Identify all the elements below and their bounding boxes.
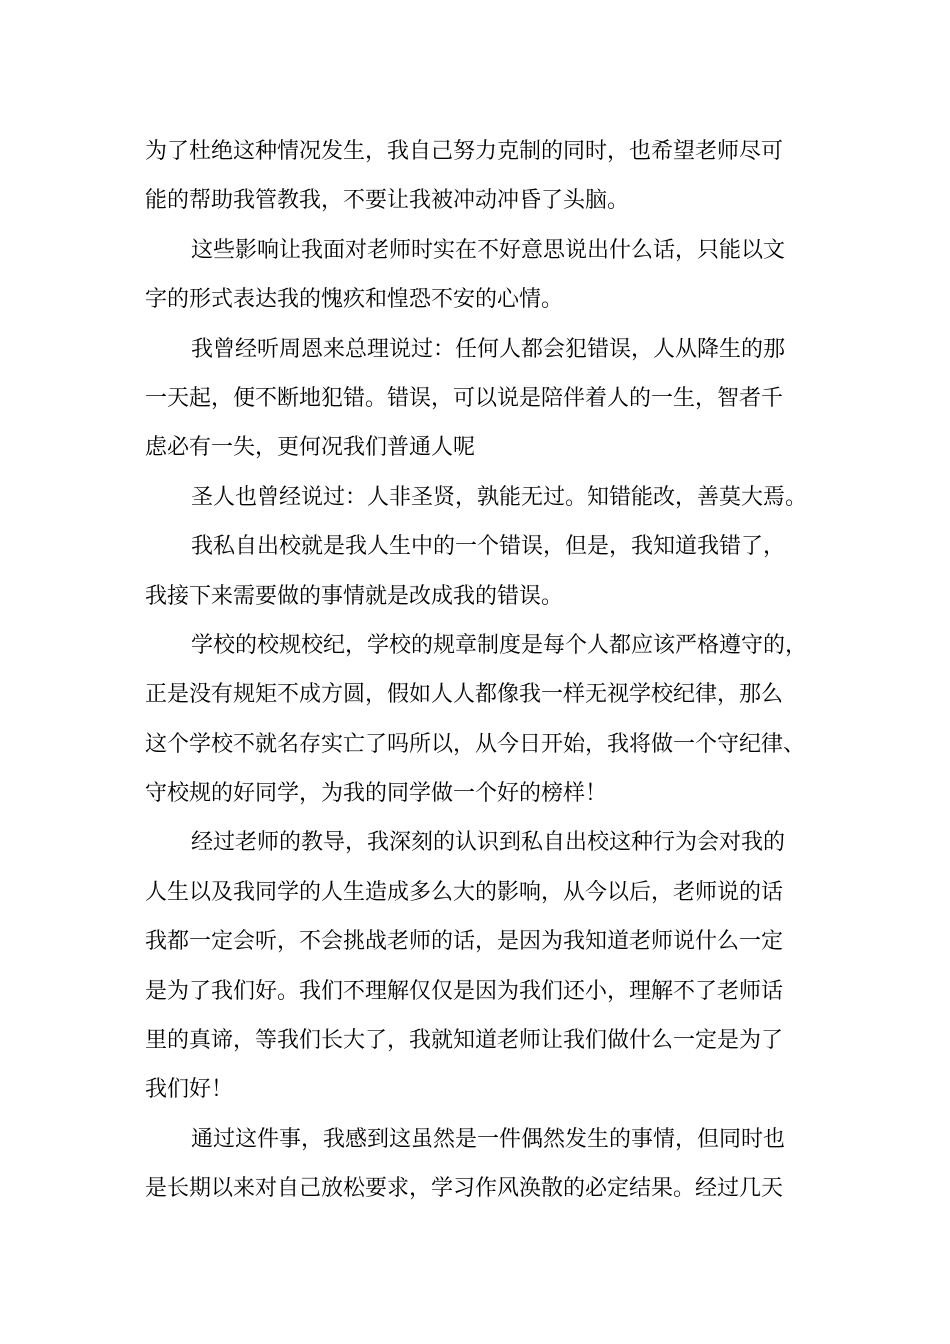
text-line: 通过这件事，我感到这虽然是一件偶然发生的事情，但同时也 (191, 1126, 786, 1152)
paragraph-4 (145, 473, 817, 522)
text-line: 里的真谛，等我们长大了，我就知道老师让我们做什么一定是为了 (145, 1028, 784, 1054)
document-body (145, 127, 817, 1214)
paragraph-8 (145, 1115, 817, 1214)
text-line: 为了杜绝这种情况发生，我自己努力克制的同时，也希望老师尽可 (145, 139, 784, 164)
text-line: 学校的校规校纪，学校的规章制度是每个人都应该严格遵守的， (191, 632, 808, 658)
text-line: 这些影响让我面对老师时实在不好意思说出什么话，只能以文 (191, 237, 786, 263)
text-line: 经过老师的教导，我深刻的认识到私自出校这种行为会对我的 (191, 830, 786, 856)
paragraph-2 (145, 226, 817, 325)
text-line: 我都一定会听，不会挑战老师的话，是因为我知道老师说什么一定 (145, 929, 784, 955)
paragraph-3 (145, 325, 817, 473)
text-line: 这个学校不就名存实亡了吗所以，从今日开始，我将做一个守纪律、 (145, 731, 806, 757)
paragraph-5 (145, 522, 817, 621)
paragraph-6 (145, 621, 817, 819)
text-line: 字的形式表达我的愧疚和惶恐不安的心情。 (145, 287, 564, 313)
text-line: 圣人也曾经说过：人非圣贤，孰能无过。知错能改，善莫大焉。 (191, 484, 808, 510)
text-line: 我私自出校就是我人生中的一个错误，但是，我知道我错了， (191, 534, 786, 560)
text-line: 我曾经听周恩来总理说过：任何人都会犯错误，人从降生的那 (191, 336, 786, 362)
text-line: 我们好！ (145, 1077, 234, 1103)
text-line: 能的帮助我管教我，不要让我被冲动冲昏了头脑。 (145, 188, 630, 214)
text-line: 虑必有一失，更何况我们普通人呢 (145, 435, 476, 461)
paragraph-7 (145, 818, 817, 1114)
text-line: 是长期以来对自己放松要求，学习作风涣散的必定结果。经过几天 (145, 1176, 784, 1202)
text-line: 是为了我们好。我们不理解仅仅是因为我们还小，理解不了老师话 (145, 978, 784, 1004)
paragraph-1 (145, 127, 817, 226)
text-line: 守校规的好同学，为我的同学做一个好的榜样！ (145, 781, 608, 807)
text-line: 一天起，便不断地犯错。错误，可以说是陪伴着人的一生，智者千 (145, 385, 784, 411)
text-line: 人生以及我同学的人生造成多么大的影响，从今以后，老师说的话 (145, 879, 784, 905)
text-line: 正是没有规矩不成方圆，假如人人都像我一样无视学校纪律，那么 (145, 682, 784, 708)
text-line: 我接下来需要做的事情就是改成我的错误。 (145, 583, 564, 609)
